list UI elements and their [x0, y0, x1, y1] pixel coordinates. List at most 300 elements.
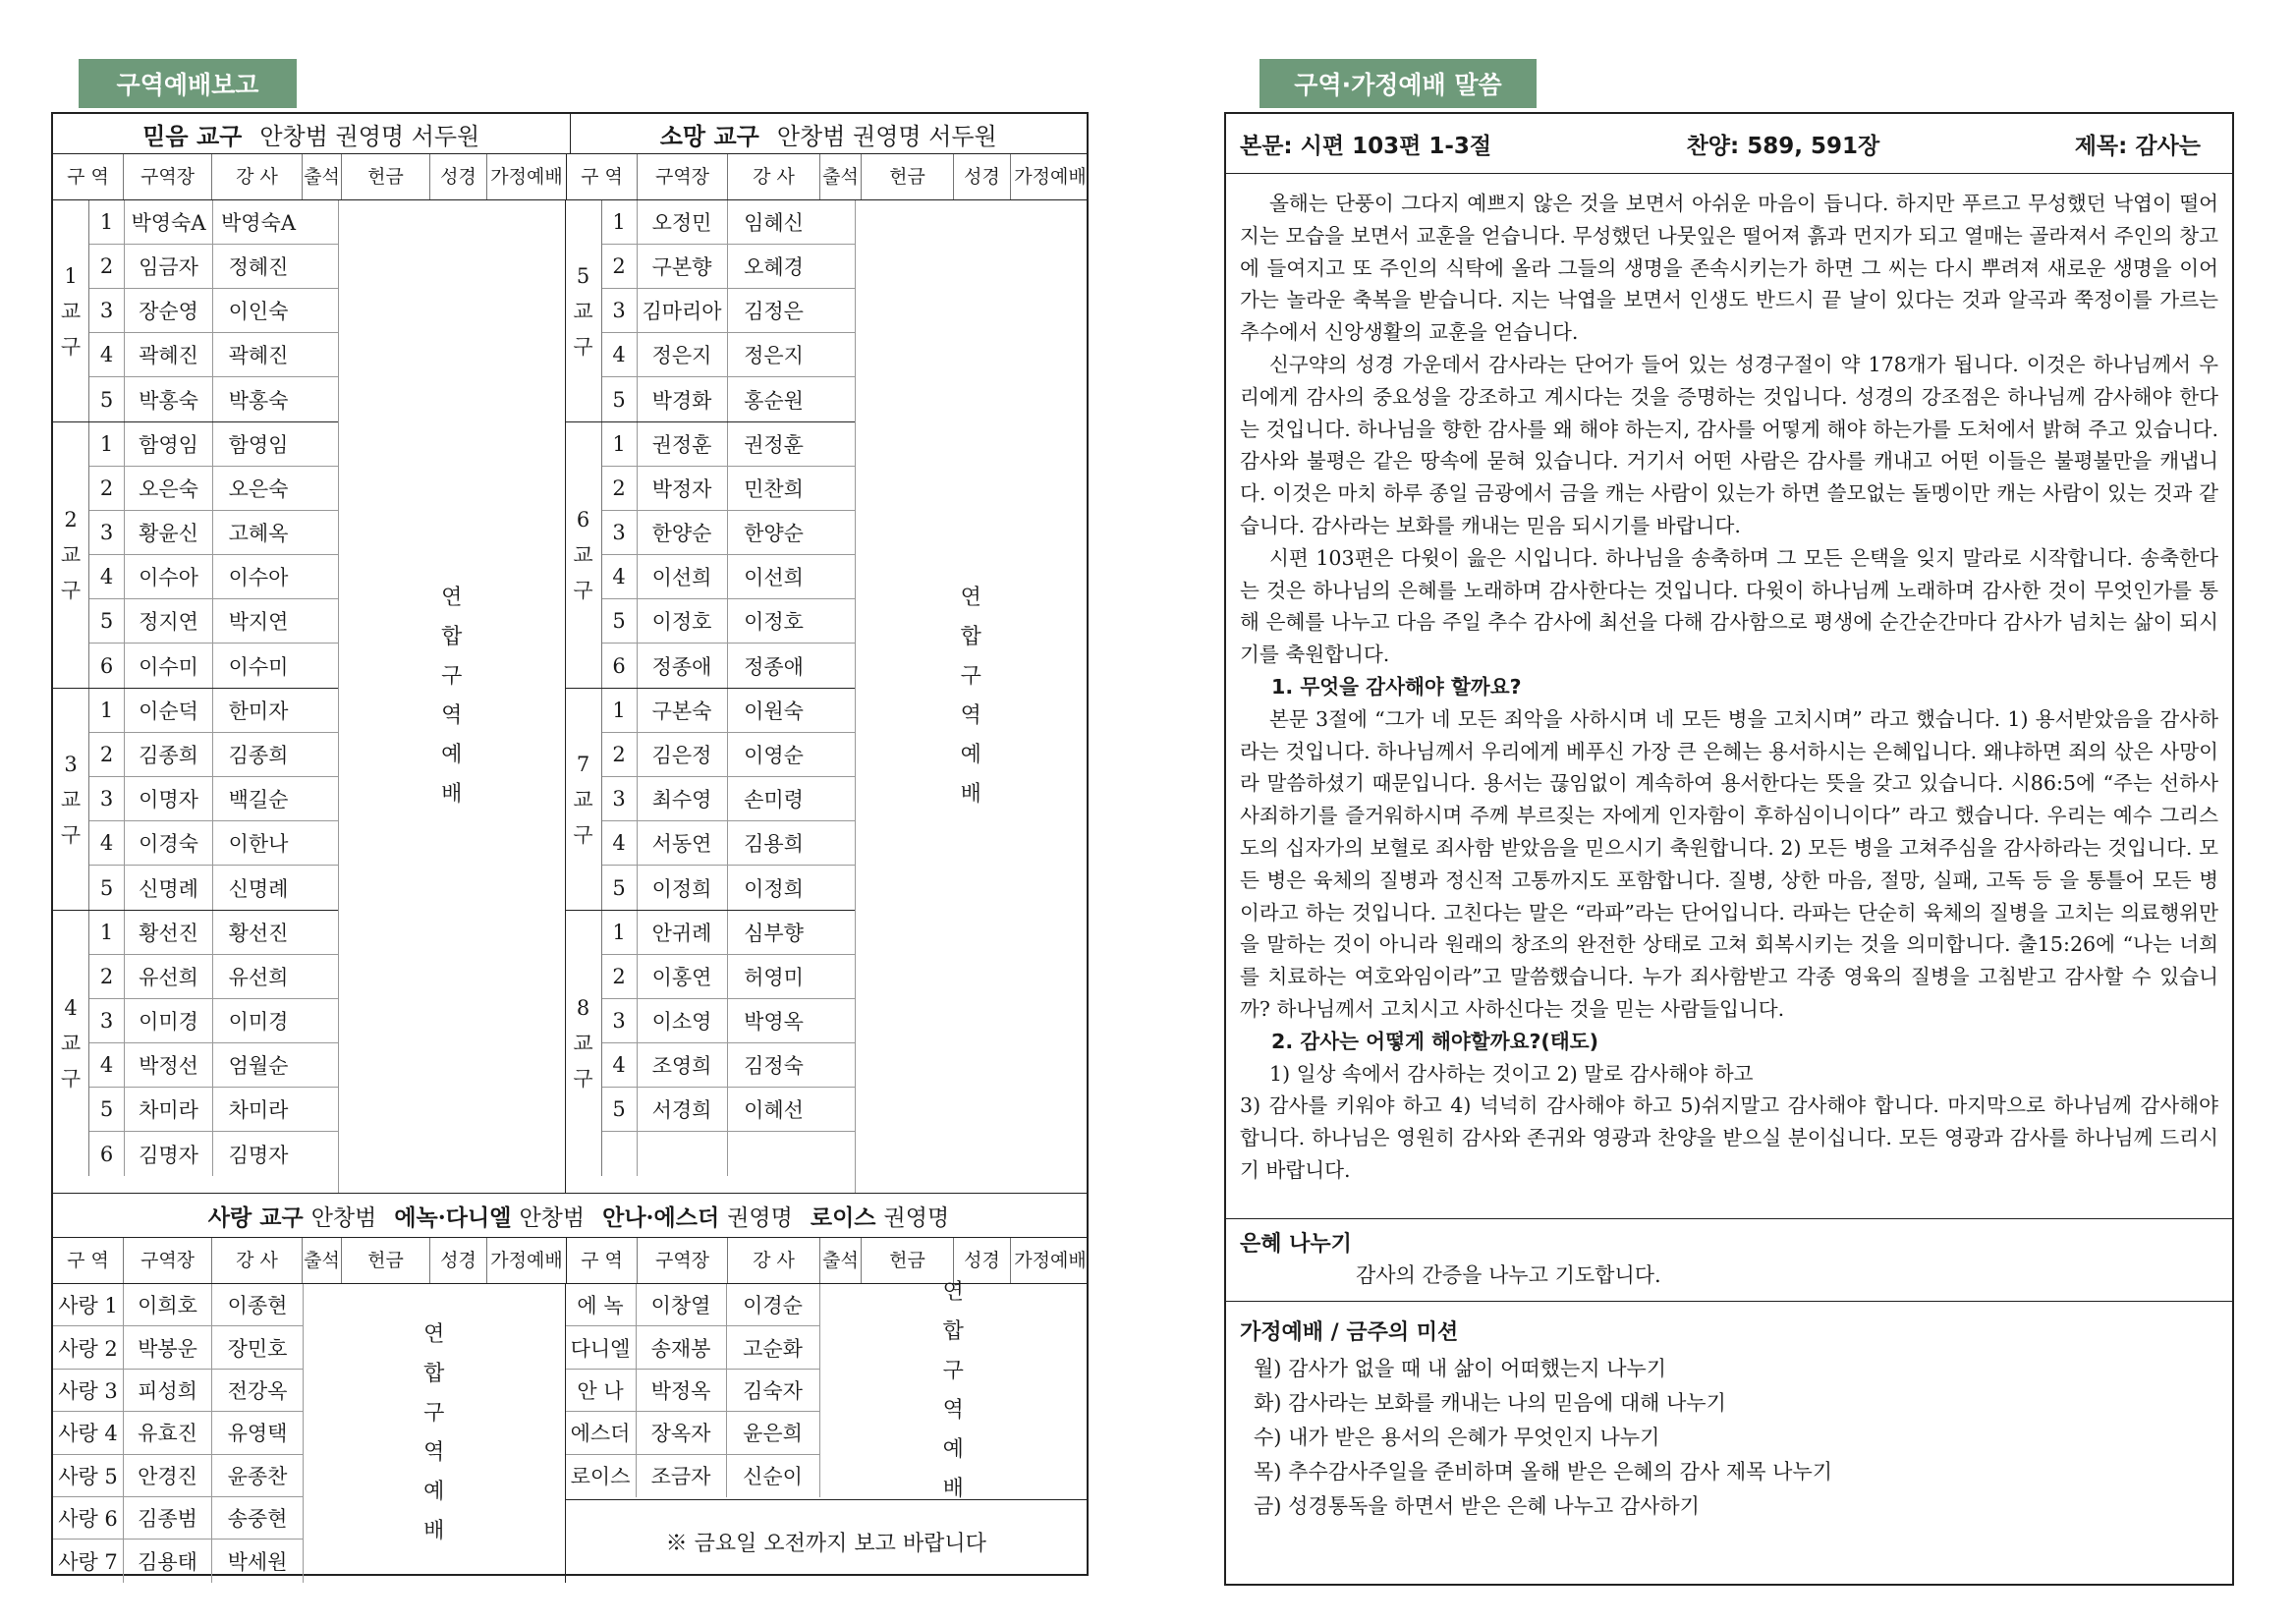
table-row [602, 955, 855, 999]
district-leader-name: 이순덕 [125, 689, 213, 732]
district-number: 2 [602, 245, 638, 288]
district-group-label-char: 8 [576, 996, 590, 1020]
teacher-name: 신명례 [228, 876, 289, 901]
district-number: 3 [89, 289, 125, 332]
district-number: 1 [89, 200, 125, 244]
district-leader-name: 김용태 [124, 1540, 212, 1582]
table-row [89, 866, 338, 910]
district-number: 4 [602, 555, 638, 598]
district-number: 1 [602, 911, 638, 954]
sermon-header [1226, 114, 2232, 174]
district-group-label-char: 교 [60, 543, 82, 567]
table-row [602, 733, 855, 777]
teacher-name: 백길순 [228, 788, 289, 812]
district-leader-name: 황윤신 [125, 511, 213, 554]
teacher-name: 이혜선 [744, 1098, 804, 1122]
district-group-label-char: 1 [64, 263, 78, 288]
col-family-worship: 가정예배 [490, 165, 563, 188]
hymn-numbers: 찬양: 589, 591장 [1686, 133, 1880, 159]
district-number: 2 [89, 245, 125, 288]
teacher-name: 전강옥 [227, 1378, 288, 1403]
district-rows [602, 689, 855, 910]
table-row [89, 1132, 338, 1176]
union-worship-char: 역 [423, 1440, 445, 1465]
district-rows [89, 422, 338, 688]
district-name: 에스더 [566, 1412, 637, 1453]
table-row [89, 555, 338, 599]
teacher-name: 손미령 [744, 788, 804, 812]
mission-item: 금) 성경통독을 하면서 받은 은혜 나누고 감사하기 [1254, 1494, 1700, 1518]
lois-leader: 권영명 [883, 1204, 950, 1231]
col-family-worship: 가정예배 [1014, 165, 1087, 188]
teacher-name: 이영순 [744, 744, 804, 767]
district-group-label-char: 구 [573, 579, 593, 602]
district-leader-name: 박경화 [638, 377, 728, 421]
district-number: 2 [602, 733, 638, 776]
district-group [566, 911, 855, 1176]
district-group-label-char: 구 [573, 1067, 593, 1091]
sermon-title: 제목: 감사는 [2074, 133, 2201, 159]
district-group-label-char: 구 [573, 334, 593, 359]
district-number: 4 [89, 555, 125, 598]
table-row [89, 777, 338, 821]
district-leader-name: 한양순 [638, 511, 728, 554]
union-worship-label [820, 1279, 1087, 1501]
district-leader-name: 김마리아 [638, 289, 728, 332]
section-heading: 1. 무엇을 감사해야 할까요? [1271, 674, 1522, 699]
district-number: 6 [89, 644, 125, 688]
district-rows [602, 911, 855, 1176]
teacher-name: 이미경 [228, 1010, 289, 1034]
district-leader-name: 이홍연 [638, 955, 728, 998]
district-group-label-char: 2 [64, 508, 78, 532]
district-leader-name: 이창열 [637, 1284, 727, 1325]
district-name: 사랑 1 [53, 1284, 124, 1325]
column-header-row [53, 154, 1087, 200]
grace-sharing-body: 감사의 간증을 나누고 기도합니다. [1356, 1263, 1661, 1287]
table-row [53, 1497, 303, 1540]
district-group-label [53, 422, 89, 688]
table-row [602, 467, 855, 511]
district-leader-name: 차미라 [125, 1088, 213, 1131]
table-row [89, 911, 338, 955]
district-group-label [566, 422, 602, 688]
district-leader-name [638, 1132, 728, 1176]
union-worship-char: 배 [423, 1519, 445, 1543]
faith-parish-title: 믿음 교구 [142, 121, 243, 150]
teacher-name: 김종희 [228, 744, 289, 767]
district-group-label-char: 교 [573, 299, 593, 323]
teacher-name: 김정은 [744, 300, 804, 323]
teacher-name: 이수아 [228, 566, 289, 589]
district-leader-name: 임금자 [125, 245, 213, 288]
love-parish-title: 사랑 교구 [207, 1204, 304, 1231]
teacher-name: 박영옥 [744, 1010, 804, 1034]
table-row [602, 1043, 855, 1088]
district-group-label-char: 구 [60, 579, 82, 602]
col-bible: 성경 [430, 154, 487, 199]
teacher-name: 한미자 [228, 700, 289, 723]
col-district: 구 역 [567, 1238, 638, 1283]
grace-sharing-section [1226, 1219, 2232, 1302]
sermon-body [1226, 174, 2232, 1219]
anna-esther-leader: 권영명 [727, 1204, 793, 1231]
col-leader: 구역장 [638, 154, 728, 199]
union-worship-char: 구 [942, 1358, 964, 1383]
table-row [602, 245, 855, 289]
table-row [53, 1455, 303, 1497]
teacher-name: 이정호 [744, 610, 804, 634]
district-leader-name: 정지연 [125, 599, 213, 643]
teacher-name: 이선희 [744, 566, 804, 589]
table-row [602, 1132, 855, 1176]
hope-parish-header [570, 114, 1088, 153]
district-leader-name: 신명례 [125, 866, 213, 910]
district-group-label-char: 7 [576, 752, 590, 776]
district-leader-name: 함영임 [125, 422, 213, 466]
table-row [89, 377, 338, 421]
love-parish-header [53, 1194, 1087, 1238]
table-row [89, 1088, 338, 1132]
district-name: 안 나 [566, 1370, 637, 1411]
district-number: 4 [602, 1043, 638, 1087]
col-bible: 성경 [954, 1238, 1011, 1283]
teacher-name: 한양순 [744, 522, 804, 545]
paragraph: 신구약의 성경 가운데서 감사라는 단어가 들어 있는 성경구절이 약 178개가 됩니다. 이것은 하나님께서 우리에게 감사의 중요성을 강조하고 계시다는 것을 증명하는 것입니다. 성경의 강조점은 하나님께 감사해야 한다는 것입니다. 하나님을 향한 감사를 왜 해야 하는지, 감사를 어떻게 해야 하는가를 도처에서 밝혀 주고 있습니다. 감사와 불평은 같은 땅속에 묻혀 있습니다. 거기서 어떤 사람은 감사를 캐내고 어떤 이들은 불평불만을 캐냅니다. 이것은 마치 하루 종일 금광에서 금을 캐는 사람이 있는가 하면 쓸모없는 돌멩이만 캐는 사람이 있는 것과 같습니다. 감사라는 보화를 캐내는 믿음 되시기를 바랍니다. [1240, 352, 2218, 537]
teacher-name: 곽혜진 [228, 344, 289, 367]
district-leader-name: 구본숙 [638, 689, 728, 732]
table-row [53, 1412, 303, 1454]
teacher-name: 박세원 [227, 1550, 288, 1575]
teacher-name: 황선진 [228, 922, 289, 945]
district-number: 2 [89, 955, 125, 998]
union-worship-label [304, 1284, 565, 1583]
union-worship-char: 구 [441, 664, 463, 689]
district-group-label-char: 5 [576, 263, 590, 288]
district-number [602, 1132, 638, 1176]
district-leader-name: 이수미 [125, 644, 213, 688]
table-row [602, 511, 855, 555]
district-leader-name: 안귀례 [638, 911, 728, 954]
table-row [53, 1326, 303, 1369]
teacher-name: 오혜경 [744, 255, 804, 279]
table-row [89, 289, 338, 333]
district-group [53, 911, 338, 1176]
col-offering: 헌금 [862, 1238, 954, 1283]
table-row [566, 1284, 819, 1326]
district-group [566, 200, 855, 422]
union-worship-char: 합 [960, 625, 981, 649]
teacher-name: 민찬희 [744, 477, 804, 501]
paragraph: 3) 감사를 키워야 하고 4) 넉넉히 감사해야 하고 5)쉬지말고 감사해야 합니다. 마지막으로 하나님께 감사해야 합니다. 하나님은 영원히 감사와 존귀와 영광과 찬양을 받으실 분이십니다. 모든 영광과 감사를 하나님께 드리시기 바랍니다. [1240, 1093, 2218, 1182]
district-leader-name: 김명자 [125, 1132, 213, 1176]
union-worship-char: 합 [942, 1318, 964, 1344]
table-row [53, 1284, 303, 1326]
teacher-name [728, 1132, 820, 1176]
col-offering: 헌금 [342, 1238, 430, 1283]
district-name: 에 녹 [566, 1284, 637, 1325]
parish-left-block [53, 200, 565, 1193]
district-leader-name: 김종범 [124, 1497, 212, 1539]
district-leader-name: 이정호 [638, 599, 728, 643]
table-row [602, 289, 855, 333]
table-row [89, 511, 338, 555]
teacher-name: 윤은희 [743, 1422, 803, 1446]
tab-sermon: 구역·가정예배 말씀 [1259, 59, 1537, 108]
col-district: 구 역 [53, 1238, 124, 1283]
district-group-label [566, 689, 602, 910]
weekly-mission-section [1226, 1302, 2232, 1538]
teacher-name: 이정희 [744, 876, 804, 901]
district-leader-name: 유효진 [124, 1412, 212, 1453]
col-leader: 구역장 [124, 154, 212, 199]
paragraph: 시편 103편은 다윗이 읊은 시입니다. 하나님을 송축하며 그 모든 은택을 잊지 말라로 시작합니다. 송축한다는 것은 하나님의 은혜를 노래하며 감사한다는 것입니다. 다윗이 하나님께 노래하며 감사한 것이 무엇인가를 통해 은혜를 나누고 다음 주일 추수 감사에 최선을 다해 감사함으로 평생에 순간순간마다 감사가 넘치는 삶이 되시기를 축원합니다. [1240, 545, 2218, 667]
col-teacher: 강 사 [728, 154, 820, 199]
teacher-name: 박지연 [228, 610, 289, 634]
teacher-name: 신순이 [743, 1465, 803, 1489]
teacher-name: 허영미 [744, 966, 804, 989]
table-row [89, 689, 338, 733]
table-row [566, 1370, 819, 1412]
district-name: 다니엘 [566, 1326, 637, 1368]
teacher-name: 박홍숙 [228, 388, 289, 413]
union-worship-char: 예 [423, 1480, 445, 1504]
district-group [566, 422, 855, 689]
love-parish-block [53, 1284, 565, 1583]
district-leader-name: 이미경 [125, 999, 213, 1042]
union-worship-char: 예 [942, 1436, 964, 1462]
hope-parish-leaders: 안창범 권영명 서두원 [776, 122, 997, 150]
district-leader-name: 오은숙 [125, 467, 213, 510]
table-header [53, 114, 1087, 154]
teacher-name: 윤종찬 [227, 1464, 288, 1488]
district-leader-name: 안경진 [124, 1455, 212, 1496]
table-row [602, 866, 855, 910]
district-leader-name: 김은정 [638, 733, 728, 776]
col-attendance: 출석 [303, 154, 342, 199]
love-parish-leader: 안창범 [310, 1204, 377, 1231]
district-leader-name: 곽혜진 [125, 333, 213, 376]
district-group [53, 689, 338, 911]
table-row [566, 1455, 819, 1497]
mission-item: 월) 감사가 없을 때 내 삶이 어떠했는지 나누기 [1254, 1357, 1667, 1380]
lois-title: 로이스 [810, 1204, 876, 1231]
union-worship-char: 배 [441, 782, 463, 807]
table-row [602, 644, 855, 688]
district-rows [89, 689, 338, 910]
col-offering: 헌금 [862, 154, 954, 199]
district-number: 1 [89, 911, 125, 954]
district-number: 1 [602, 689, 638, 732]
teacher-name: 이수미 [228, 654, 289, 679]
col-family-worship: 가정예배 [1014, 1249, 1087, 1271]
district-leader-name: 박정옥 [637, 1370, 727, 1411]
district-leader-name: 장순영 [125, 289, 213, 332]
paragraph: 1) 일상 속에서 감사하는 것이고 2) 말로 감사해야 하고 [1269, 1061, 1754, 1086]
table-row [602, 1088, 855, 1132]
teacher-name: 권정훈 [744, 433, 804, 457]
district-number: 4 [89, 333, 125, 376]
district-number: 1 [89, 689, 125, 732]
district-leader-name: 조영희 [638, 1043, 728, 1087]
district-leader-name: 이희호 [124, 1284, 212, 1325]
paragraph: 본문 3절에 “그가 네 모든 죄악을 사하시며 네 모든 병을 고치시며” 라고 했습니다. 1) 용서받았음을 감사하라는 것입니다. 하나님께서 우리에게 베푸신 가장 큰 은혜는 용서하시는 은혜입니다. 왜냐하면 죄의 삯은 사망이라 말씀하셨기 때문입니다. 용서는 끊임없이 계속하여 용서한다는 뜻을 갖고 있습니다. 시86:5에 “주는 선하사 사죄하기를 즐거워하시며 주께 부르짖는 자에게 인자함이 후하심이니이다” 라고 했습니다. 우리는 예수 그리스도의 십자가의 보혈로 죄사함 받았음을 믿으시기 축원합니다. 2) 모든 병을 고쳐주심을 감사하라는 것입니다. 모든 병은 육체의 질병과 정신적 고통까지도 포함합니다. 질병, 상한 마음, 절망, 실패, 고독 등 을 통틀어 모든 병이라고 하는 것입니다. 고친다는 말은 “라파”라는 단어입니다. 라파는 단순히 육체의 질병을 고치는 의료행위만을 말하는 것이 아니라 원래의 창조의 완전한 상태로 고쳐 회복시키는 것을 의미합니다. 출15:26에 “나는 너희를 치료하는 여호와임이라”고 말씀했습니다. 누가 죄사함받고 각종 영육의 질병을 고침받고 감사할 수 있습니까? 하나님께서 고치시고 사하신다는 것을 믿는 사람들입니다. [1240, 706, 2218, 1021]
district-number: 5 [89, 866, 125, 910]
union-worship-char: 연 [423, 1322, 445, 1347]
district-number: 1 [602, 200, 638, 244]
table-row [89, 733, 338, 777]
table-row [89, 333, 338, 377]
district-group-label [566, 200, 602, 421]
district-leader-name: 박정선 [125, 1043, 213, 1087]
teacher-name: 홍순원 [744, 388, 804, 413]
district-leader-name: 박홍숙 [125, 377, 213, 421]
district-number: 4 [89, 821, 125, 865]
district-leader-name: 최수영 [638, 777, 728, 820]
district-group-label-char: 구 [60, 1067, 82, 1091]
table-row [89, 999, 338, 1043]
col-bible: 성경 [430, 1238, 487, 1283]
district-group-label-char: 구 [573, 822, 593, 847]
teacher-name: 엄월순 [228, 1054, 289, 1078]
district-group [53, 200, 338, 422]
teacher-name: 유선희 [228, 966, 289, 989]
table-row [566, 1412, 819, 1454]
col-district: 구 역 [567, 154, 638, 199]
union-worship-char: 연 [942, 1279, 964, 1305]
col-offering: 헌금 [342, 154, 430, 199]
district-leader-name: 장옥자 [637, 1412, 727, 1453]
district-name: 사랑 4 [53, 1412, 124, 1453]
enoch-daniel-leader: 안창범 [519, 1204, 586, 1231]
table-row [89, 955, 338, 999]
district-leader-name: 유선희 [125, 955, 213, 998]
district-number: 3 [602, 511, 638, 554]
district-name: 로이스 [566, 1455, 637, 1497]
district-leader-name: 박영숙A [125, 200, 213, 244]
teacher-name: 유영택 [227, 1422, 288, 1446]
teacher-name: 고혜옥 [228, 522, 289, 545]
district-leader-name: 정종애 [638, 644, 728, 688]
district-leader-name: 피성희 [124, 1370, 212, 1411]
district-leader-name: 김종희 [125, 733, 213, 776]
table-row [602, 333, 855, 377]
mission-item: 화) 감사라는 보화를 캐내는 나의 믿음에 대해 나누기 [1254, 1391, 1726, 1415]
district-number: 1 [89, 422, 125, 466]
col-teacher: 강 사 [212, 1238, 303, 1283]
district-leader-name: 이소영 [638, 999, 728, 1042]
table-row [89, 1043, 338, 1088]
teacher-name: 김숙자 [743, 1378, 803, 1403]
table-row [89, 245, 338, 289]
district-report-table [51, 112, 1089, 1576]
teacher-name: 장민호 [227, 1336, 288, 1361]
district-number: 1 [602, 422, 638, 466]
table-row [89, 422, 338, 467]
district-leader-name: 박정자 [638, 467, 728, 510]
district-group-label-char: 교 [573, 1032, 593, 1055]
faith-parish-header [53, 114, 570, 153]
district-leader-name: 구본향 [638, 245, 728, 288]
teacher-name: 정종애 [744, 654, 804, 679]
col-leader: 구역장 [124, 1238, 212, 1283]
district-group-label-char: 교 [573, 543, 593, 567]
district-name: 사랑 7 [53, 1540, 124, 1582]
union-worship-char: 배 [960, 782, 981, 807]
district-number: 3 [602, 289, 638, 332]
district-number: 5 [602, 1088, 638, 1131]
teacher-name: 이인숙 [228, 300, 289, 323]
hope-parish-title: 소망 교구 [659, 121, 759, 150]
district-number: 2 [89, 733, 125, 776]
district-group-label-char: 구 [60, 822, 82, 847]
union-worship-char: 예 [960, 743, 981, 767]
district-name: 사랑 5 [53, 1455, 124, 1496]
district-number: 6 [602, 644, 638, 688]
table-row [53, 1540, 303, 1582]
district-number: 3 [602, 999, 638, 1042]
teacher-name: 고순화 [743, 1336, 803, 1361]
district-group-label-char: 3 [64, 752, 78, 776]
column-header-row-lower [53, 1238, 1087, 1284]
district-leader-name: 이수아 [125, 555, 213, 598]
union-worship-label [856, 200, 1087, 1193]
district-number: 4 [602, 333, 638, 376]
district-group-label-char: 6 [576, 508, 590, 532]
union-worship-char: 합 [441, 625, 463, 649]
district-group [566, 689, 855, 911]
district-leader-name: 박봉운 [124, 1326, 212, 1368]
col-attendance: 출석 [820, 154, 862, 199]
anna-esther-title: 안나·에스더 [602, 1204, 720, 1231]
union-worship-char: 배 [942, 1476, 964, 1501]
teacher-name: 차미라 [228, 1098, 289, 1122]
union-worship-char: 연 [960, 586, 981, 610]
district-number: 5 [602, 866, 638, 910]
table-row [89, 200, 338, 245]
district-leader-name: 이선희 [638, 555, 728, 598]
col-teacher: 강 사 [212, 154, 303, 199]
district-number: 2 [602, 955, 638, 998]
teacher-name: 정은지 [744, 344, 804, 367]
union-worship-char: 구 [423, 1401, 445, 1426]
district-group [53, 422, 338, 689]
teacher-name: 임혜신 [744, 211, 804, 235]
grace-sharing-title: 은혜 나누기 [1240, 1232, 1352, 1257]
table-row [89, 599, 338, 644]
teacher-name: 이종현 [227, 1294, 288, 1318]
mission-parish-block [565, 1279, 1087, 1583]
col-attendance: 출석 [303, 1238, 342, 1283]
district-rows [89, 911, 338, 1176]
district-group-label-char: 교 [60, 1032, 82, 1055]
enoch-daniel-title: 에녹·다니엘 [394, 1204, 512, 1231]
paragraph: 올해는 단풍이 그다지 예쁘지 않은 것을 보면서 아쉬운 마음이 듭니다. 하지만 푸르고 무성했던 낙엽이 떨어지는 모습을 보면서 교훈을 얻습니다. 무성했던 나뭇잎은 떨어져 흙과 먼지가 되고 열매는 골라져서 주인의 창고에 들여지고 또 주인의 식탁에 올라 그들의 생명을 존속시키는가 하면 그 씨는 다시 뿌려져 새로운 생명을 이어가는 놀라운 축복을 받습니다. 지는 낙엽을 보면서 인생도 반드시 끝 날이 있다는 것과 알곡과 쭉정이를 가르는 추수에서 신앙생활의 교훈을 얻습니다. [1240, 192, 2218, 345]
district-leader-name: 권정훈 [638, 422, 728, 466]
district-rows [89, 200, 338, 421]
union-worship-char: 연 [441, 586, 463, 610]
mission-item: 수) 내가 받은 용서의 은혜가 무엇인지 나누기 [1254, 1426, 1660, 1449]
district-group-label-char: 교 [60, 299, 82, 323]
col-bible: 성경 [954, 154, 1011, 199]
table-row [602, 777, 855, 821]
table-row [602, 821, 855, 866]
table-row [89, 467, 338, 511]
teacher-name: 박영숙A [220, 211, 297, 235]
table-row [602, 599, 855, 644]
union-worship-char: 역 [441, 703, 463, 728]
teacher-name: 심부향 [744, 922, 804, 945]
